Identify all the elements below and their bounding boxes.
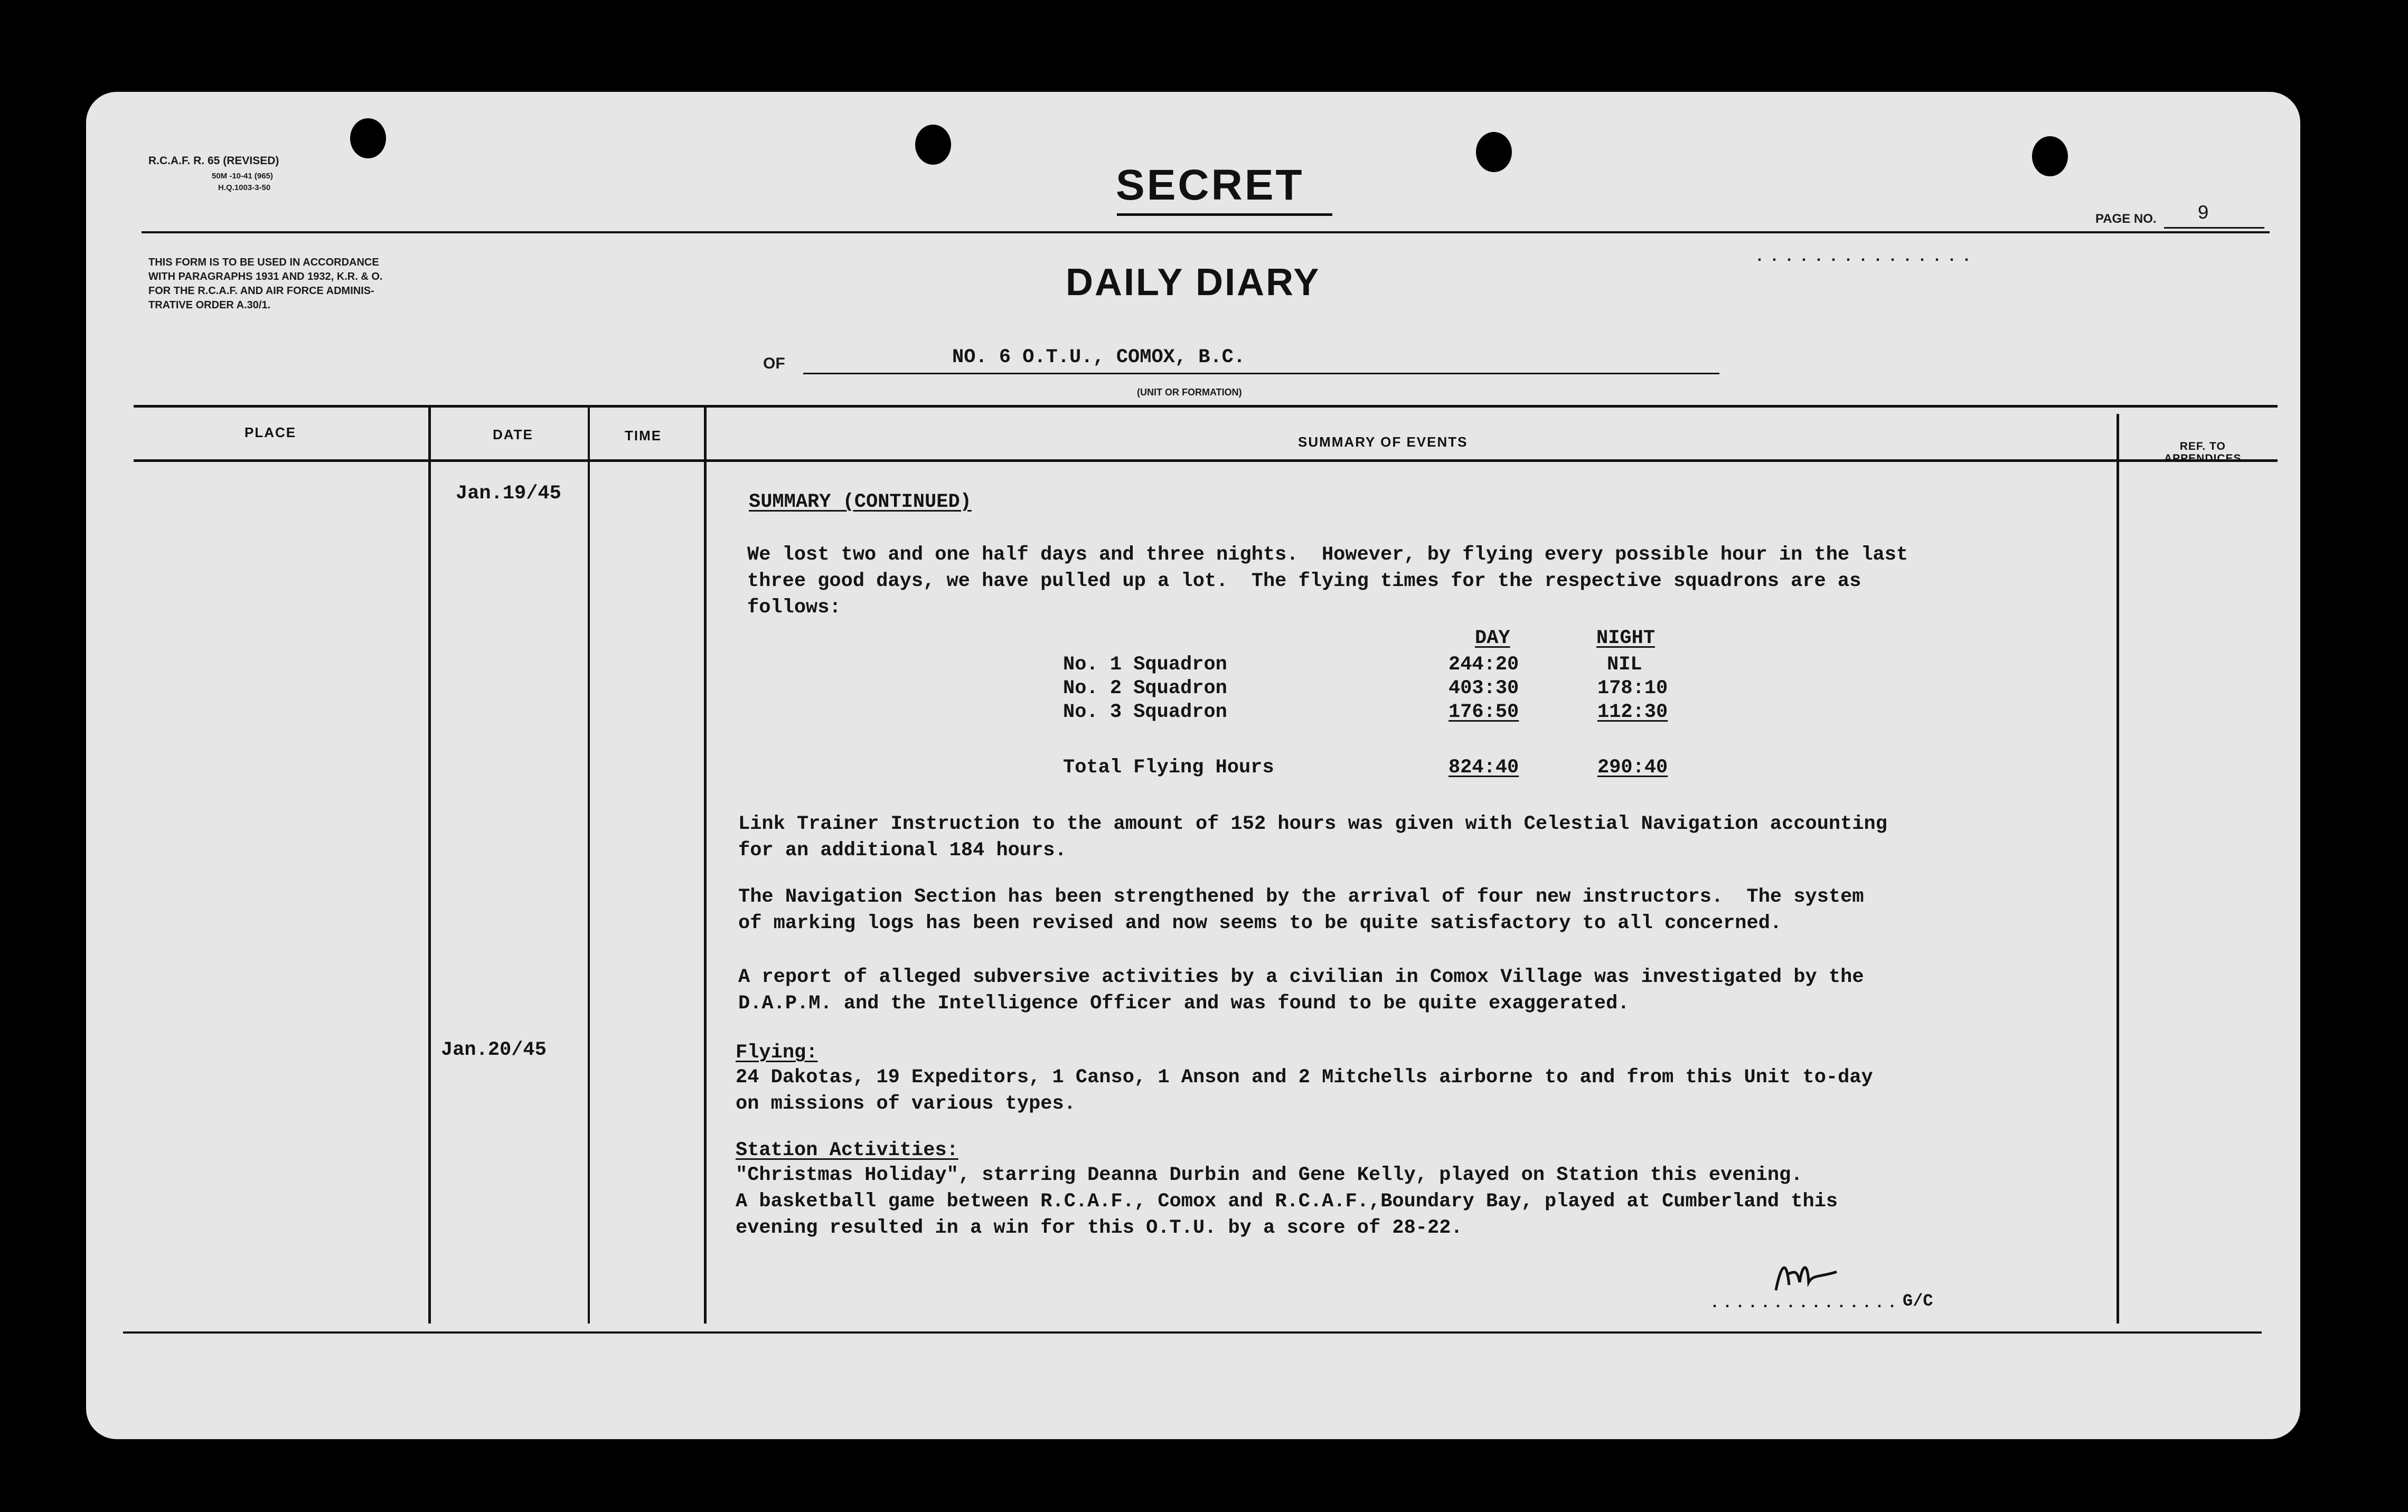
form-serial: 50M -10-41 (965) <box>212 172 273 181</box>
squadron-day-hours: 244:20 <box>1448 654 1519 676</box>
squadron-night-hours: 112:30 <box>1597 701 1668 723</box>
column-divider <box>428 405 431 1324</box>
summary-line: We lost two and one half days and three nights. However, by flying every possible hour in the last <box>747 544 1908 566</box>
classification-underline <box>1117 213 1332 216</box>
page-number: 9 <box>2197 203 2209 225</box>
diary-form-card <box>86 92 2300 1439</box>
station-activities-paragraph <box>736 1162 1838 1241</box>
punch-hole <box>1476 132 1512 172</box>
summary-line: 24 Dakotas, 19 Expeditors, 1 Canso, 1 Anson and 2 Mitchells airborne to and from this Unit to-day <box>736 1066 1873 1089</box>
column-divider <box>2117 414 2119 1324</box>
header-rule <box>142 231 2270 233</box>
form-serial: H.Q.1003-3-50 <box>218 183 271 192</box>
squadron-night-hours: 178:10 <box>1597 677 1668 700</box>
summary-heading: SUMMARY (CONTINUED) <box>749 491 972 513</box>
entry-date: Jan.20/45 <box>441 1039 547 1061</box>
unit-name: NO. 6 O.T.U., COMOX, B.C. <box>952 346 1246 368</box>
entry-date: Jan.19/45 <box>456 483 561 505</box>
signature-line: ............... <box>1710 1294 1901 1312</box>
page-title: DAILY DIARY <box>1066 261 1321 304</box>
station-activities-heading: Station Activities: <box>736 1139 958 1161</box>
summary-line: D.A.P.M. and the Intelligence Officer and was found to be quite exaggerated. <box>738 993 1630 1015</box>
form-instructions-line: FOR THE R.C.A.F. AND AIR FORCE ADMINIS- <box>148 285 374 297</box>
form-instructions <box>148 256 382 313</box>
summary-line: evening resulted in a win for this O.T.U. by a score of 28-22. <box>736 1217 1463 1239</box>
summary-line: The Navigation Section has been strengthened by the arrival of four new instructors. The system <box>738 886 1864 908</box>
squadron-label: No. 2 Squadron <box>1063 677 1227 700</box>
squadron-label: No. 3 Squadron <box>1063 701 1227 723</box>
total-night-hours: 290:40 <box>1597 757 1668 779</box>
summary-paragraph <box>738 884 1864 937</box>
table-header-night: NIGHT <box>1596 627 1656 649</box>
dotted-line: ............... <box>1755 248 1977 266</box>
table-header-day: DAY <box>1475 627 1510 649</box>
summary-line: three good days, we have pulled up a lot. The flying times for the respective squadrons are as <box>747 570 1861 592</box>
punch-hole <box>2032 136 2068 176</box>
summary-line: on missions of various types. <box>736 1093 1076 1115</box>
table-top-rule <box>134 405 2278 408</box>
summary-line: of marking logs has been revised and now seems to be quite satisfactory to all concerned. <box>738 912 1782 934</box>
summary-line: follows: <box>747 597 841 619</box>
flying-heading: Flying: <box>736 1042 818 1064</box>
summary-paragraph <box>738 811 1887 864</box>
summary-paragraph <box>738 964 1864 1017</box>
squadron-day-hours: 403:30 <box>1448 677 1519 700</box>
unit-line <box>803 373 1719 374</box>
table-bottom-rule <box>123 1331 2262 1334</box>
punch-hole <box>350 118 386 158</box>
squadron-day-hours: 176:50 <box>1448 701 1519 723</box>
page-number-label: PAGE NO. <box>2095 212 2157 226</box>
total-day-hours: 824:40 <box>1448 757 1519 779</box>
signature-rank: G/C <box>1903 1291 1933 1311</box>
summary-paragraph <box>747 542 1908 621</box>
summary-line: for an additional 184 hours. <box>738 839 1067 862</box>
column-header-date: DATE <box>493 427 533 442</box>
form-instructions-line: WITH PARAGRAPHS 1931 AND 1932, K.R. & O. <box>148 271 383 282</box>
punch-hole <box>915 125 951 165</box>
summary-line: A basketball game between R.C.A.F., Comox and R.C.A.F.,Boundary Bay, played at Cumberland this <box>736 1190 1838 1213</box>
column-header-summary: SUMMARY OF EVENTS <box>1298 434 1468 450</box>
column-header-appendices-line: REF. TO <box>2179 440 2226 452</box>
flying-paragraph <box>736 1064 1873 1117</box>
summary-line: A report of alleged subversive activities by a civilian in Comox Village was investigated by the <box>738 966 1864 988</box>
column-header-time: TIME <box>625 428 662 443</box>
unit-caption: (UNIT OR FORMATION) <box>1137 387 1242 398</box>
page-number-line <box>2164 227 2264 229</box>
total-label: Total Flying Hours <box>1063 757 1274 779</box>
form-code: R.C.A.F. R. 65 (REVISED) <box>148 155 279 167</box>
unit-of-label: OF <box>763 355 785 372</box>
squadron-label: No. 1 Squadron <box>1063 654 1227 676</box>
column-header-appendices <box>2164 440 2242 465</box>
table-header-rule <box>134 459 2278 462</box>
signature-initials <box>1771 1253 1845 1296</box>
classification-stamp: SECRET <box>1116 161 1304 209</box>
column-divider <box>588 405 590 1324</box>
summary-line: "Christmas Holiday", starring Deanna Durbin and Gene Kelly, played on Station this evening. <box>736 1164 1803 1186</box>
squadron-night-hours: NIL <box>1607 654 1642 676</box>
form-instructions-line: THIS FORM IS TO BE USED IN ACCORDANCE <box>148 257 379 268</box>
form-instructions-line: TRATIVE ORDER A.30/1. <box>148 299 271 311</box>
column-header-place: PLACE <box>244 424 297 440</box>
column-divider <box>704 405 707 1324</box>
column-header-appendices-line: APPENDICES <box>2164 452 2242 465</box>
summary-line: Link Trainer Instruction to the amount of 152 hours was given with Celestial Navigation accounting <box>738 813 1887 835</box>
